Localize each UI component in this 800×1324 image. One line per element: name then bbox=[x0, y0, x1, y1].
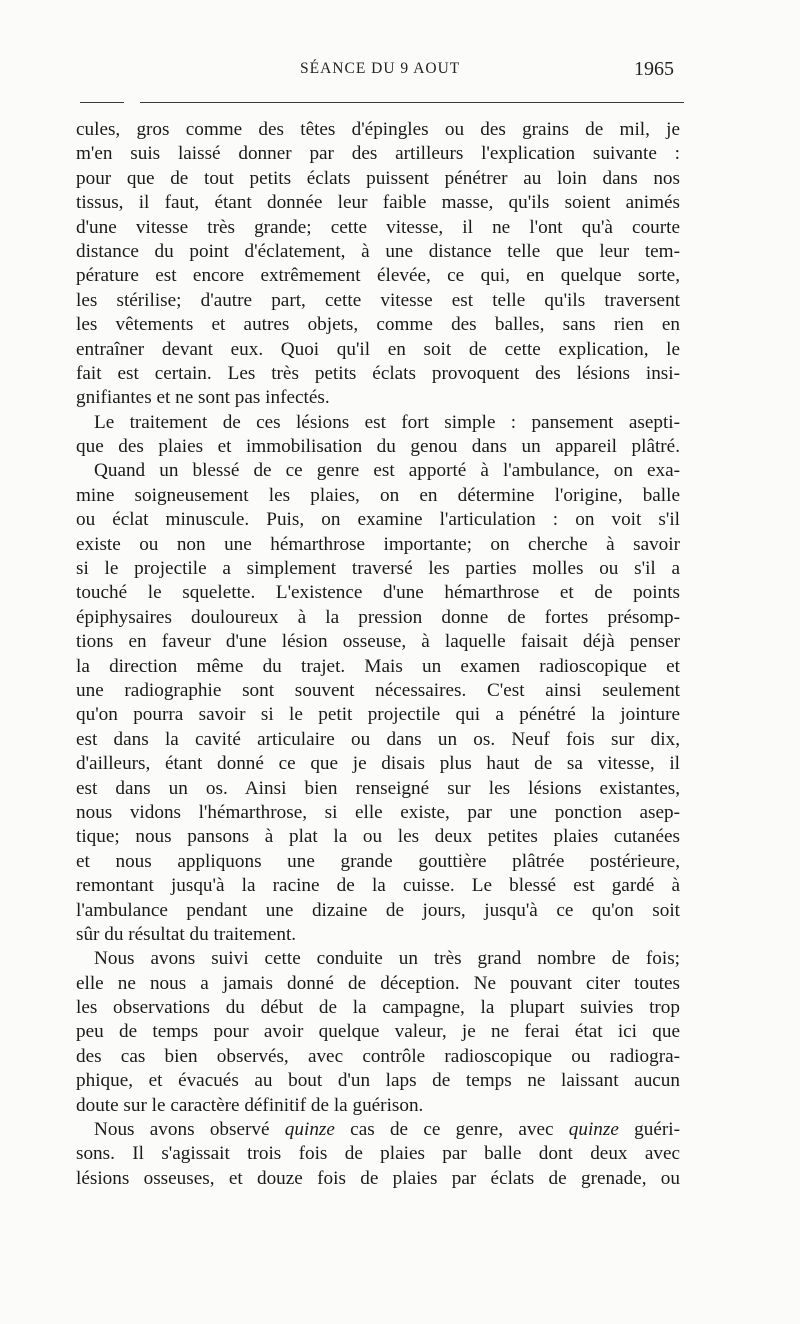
text-line: épiphysaires douloureux à la pression donne de fortes présomp- bbox=[76, 606, 680, 628]
text-line: les observations du début de la campagne, la plupart suivies trop bbox=[76, 997, 680, 1019]
text-run: guéri- bbox=[618, 1119, 680, 1141]
text-line: l'ambulance pendant une dizaine de jours, jusqu'à ce qu'on soit bbox=[76, 899, 680, 921]
text-line: que des plaies et immobilisation du genou dans un appareil plâtré. bbox=[76, 436, 680, 458]
text-line: sûr du résultat du traitement. bbox=[76, 923, 297, 945]
text-line: tique; nous pansons à plat la ou les deux petites plaies cutanées bbox=[76, 826, 680, 848]
text-line: tissus, il faut, étant donnée leur faible masse, qu'ils soient animés bbox=[76, 192, 680, 214]
text-line: entraîner devant eux. Quoi qu'il en soit de cette explication, le bbox=[76, 338, 680, 360]
text-line: m'en suis laissé donner par des artilleurs l'explication suivante : bbox=[76, 143, 680, 165]
text-line: lésions osseuses, et douze fois de plaies par éclats de grenade, ou bbox=[76, 1167, 680, 1189]
text-line: ou éclat minuscule. Puis, on examine l'articulation : on voit s'il bbox=[76, 509, 680, 531]
text-line: gnifiantes et ne sont pas infectés. bbox=[76, 387, 330, 409]
text-line: distance du point d'éclatement, à une distance telle que leur tem- bbox=[76, 240, 680, 262]
text-line: Nous avons suivi cette conduite un très grand nombre de fois; bbox=[94, 948, 680, 970]
text-line: d'une vitesse très grande; cette vitesse, il ne l'ont qu'à courte bbox=[76, 216, 680, 238]
text-line: remontant jusqu'à la racine de la cuisse. Le blessé est gardé à bbox=[76, 875, 680, 897]
paragraph bbox=[76, 411, 680, 460]
paragraph bbox=[76, 1118, 680, 1191]
paragraph bbox=[76, 947, 680, 1118]
page-number: 1965 bbox=[634, 58, 674, 80]
page-header bbox=[0, 60, 800, 90]
text-line: d'ailleurs, étant donné ce que je disais plus haut de sa vitesse, il bbox=[76, 753, 680, 775]
text-line: phique, et évacués au bout d'un laps de temps ne laissant aucun bbox=[76, 1070, 680, 1092]
text-line: qu'on pourra savoir si le petit projectile qui a pénétré la jointure bbox=[76, 704, 680, 726]
text-line: pour que de tout petits éclats puissent pénétrer au loin dans nos bbox=[76, 167, 680, 189]
text-run: Nous avons observé bbox=[94, 1119, 285, 1141]
text-line: est dans la cavité articulaire ou dans un os. Neuf fois sur dix, bbox=[76, 728, 680, 750]
paragraph bbox=[76, 118, 680, 411]
text-line: est dans un os. Ainsi bien renseigné sur les lésions existantes, bbox=[76, 777, 680, 799]
text-line: fait est certain. Les très petits éclats provoquent des lésions insi- bbox=[76, 362, 680, 384]
paragraph bbox=[76, 459, 680, 947]
text-line: mine soigneusement les plaies, on en détermine l'origine, balle bbox=[76, 484, 680, 506]
text-line: nous vidons l'hémarthrose, si elle existe, par une ponction asep- bbox=[76, 801, 680, 823]
text-line: doute sur le caractère définitif de la guérison. bbox=[76, 1094, 424, 1116]
text-line: la direction même du trajet. Mais un examen radioscopique et bbox=[76, 655, 680, 677]
text-line bbox=[76, 1118, 680, 1142]
text-line: et nous appliquons une grande gouttière plâtrée postérieure, bbox=[76, 850, 680, 872]
text-line: si le projectile a simplement traversé les parties molles ou s'il a bbox=[76, 558, 680, 580]
emphasis: quinze bbox=[568, 1119, 619, 1141]
text-run: cas de ce genre, avec bbox=[334, 1119, 569, 1141]
text-line: peu de temps pour avoir quelque valeur, je ne ferai état ici que bbox=[76, 1021, 680, 1043]
text-line: Le traitement de ces lésions est fort simple : pansement asepti- bbox=[94, 411, 680, 433]
text-line: sons. Il s'agissait trois fois de plaies par balle dont deux avec bbox=[76, 1143, 680, 1165]
body-text bbox=[76, 118, 680, 1191]
text-line: pérature est encore extrêmement élevée, ce qui, en quelque sorte, bbox=[76, 265, 680, 287]
text-line: touché le squelette. L'existence d'une hémarthrose et de points bbox=[76, 582, 680, 604]
text-line: Quand un blessé de ce genre est apporté à l'ambulance, on exa- bbox=[94, 460, 680, 482]
text-line: elle ne nous a jamais donné de déception. Ne pouvant citer toutes bbox=[76, 972, 680, 994]
text-line: les stérilise; d'autre part, cette vitesse est telle qu'ils traversent bbox=[76, 289, 680, 311]
text-line: cules, gros comme des têtes d'épingles ou des grains de mil, je bbox=[76, 119, 680, 140]
running-title: SÉANCE DU 9 AOUT bbox=[300, 60, 461, 77]
text-line: les vêtements et autres objets, comme des balles, sans rien en bbox=[76, 314, 680, 336]
emphasis: quinze bbox=[284, 1119, 335, 1141]
text-line: des cas bien observés, avec contrôle radioscopique ou radiogra- bbox=[76, 1045, 680, 1067]
header-rule-short bbox=[80, 102, 124, 103]
header-rule-long bbox=[140, 102, 684, 103]
text-line: existe ou non une hémarthrose importante; on cherche à savoir bbox=[76, 533, 680, 555]
text-line: tions en faveur d'une lésion osseuse, à laquelle faisait déjà penser bbox=[76, 631, 680, 653]
text-line: une radiographie sont souvent nécessaires. C'est ainsi seulement bbox=[76, 679, 680, 701]
